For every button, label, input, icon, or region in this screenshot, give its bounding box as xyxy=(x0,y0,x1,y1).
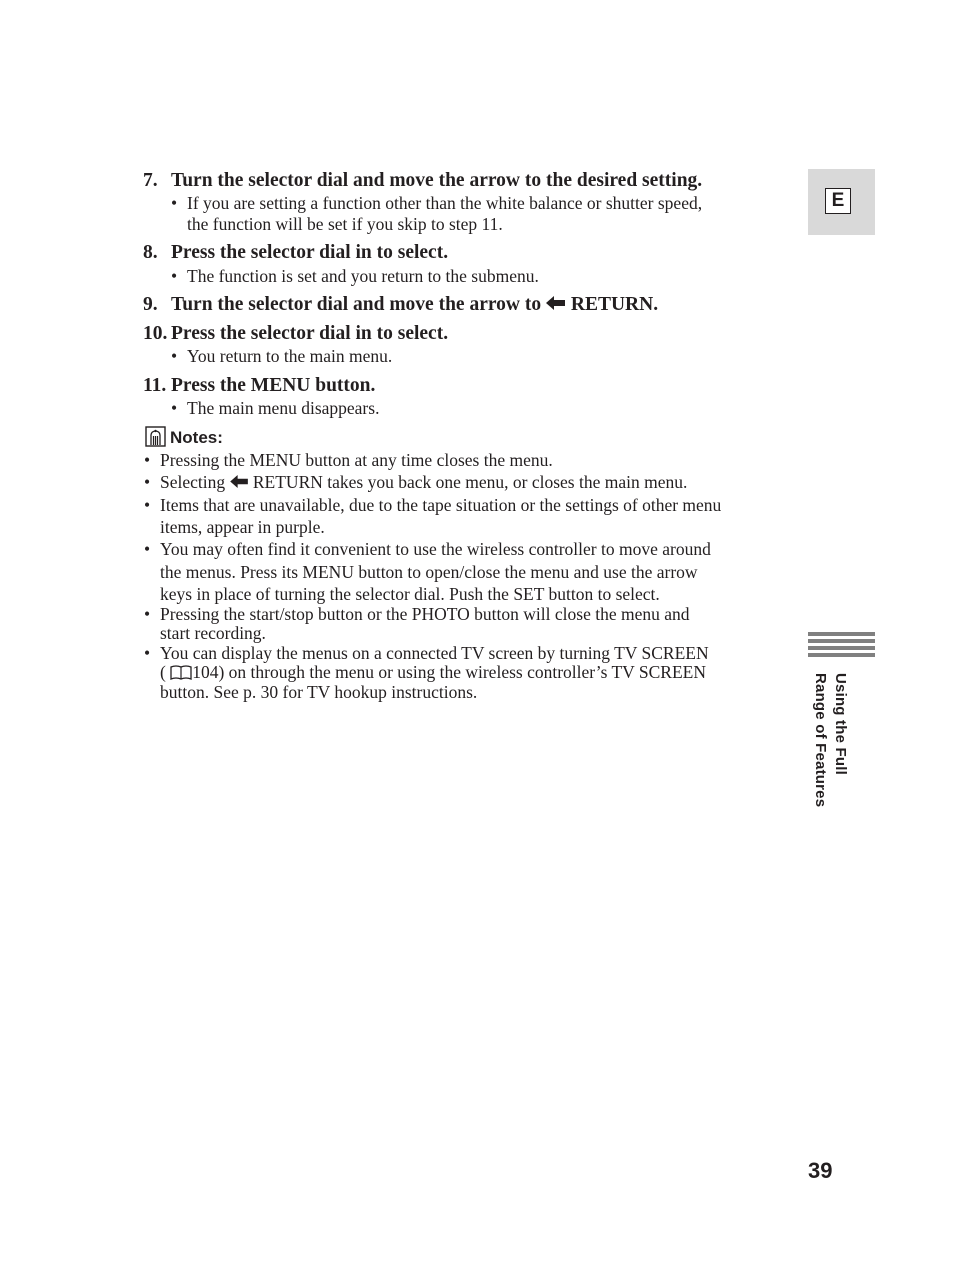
step-11-heading xyxy=(143,375,375,397)
step-text: Press the MENU button. xyxy=(171,375,376,396)
note-item-continuation xyxy=(160,584,660,605)
bullet: • xyxy=(171,193,178,213)
note-item xyxy=(144,472,688,493)
bullet-text: The function is set and you return to the submenu. xyxy=(187,266,539,286)
bullet: • xyxy=(144,472,151,492)
notes-heading xyxy=(145,426,223,448)
note-item-continuation xyxy=(160,517,325,538)
note-text: button. See p. 30 for TV hookup instructions. xyxy=(160,682,478,702)
note-text: Pressing the start/stop button or the PHOTO button will close the menu and xyxy=(160,604,690,624)
bullet-text: If you are setting a function other than the white balance or shutter speed, xyxy=(187,193,703,213)
note-item xyxy=(144,604,690,625)
step-text-return: RETURN. xyxy=(570,294,659,315)
section-stripe xyxy=(808,632,875,636)
note-text: start recording. xyxy=(160,623,266,643)
step-number: 7. xyxy=(143,170,158,191)
note-item-continuation xyxy=(160,623,266,644)
step-7-heading xyxy=(143,170,702,192)
note-item xyxy=(144,495,722,516)
list-item xyxy=(171,193,703,214)
section-label-line-1: Using the Full xyxy=(832,673,849,775)
step-8-heading xyxy=(143,242,448,264)
left-arrow-icon xyxy=(230,475,249,488)
bullet: • xyxy=(144,450,151,470)
note-item xyxy=(144,643,709,664)
language-tab-letter: E xyxy=(825,188,851,214)
step-9-heading xyxy=(143,294,658,316)
step-10-heading xyxy=(143,323,448,345)
bullet: • xyxy=(144,539,151,559)
bullet: • xyxy=(144,643,151,663)
step-number: 11. xyxy=(143,375,167,396)
list-item xyxy=(171,266,539,287)
step-text: Turn the selector dial and move the arrow to xyxy=(171,294,542,315)
note-text: 104) on through the menu or using the wireless controller’s TV SCREEN xyxy=(192,662,706,682)
note-text: You can display the menus on a connected TV screen by turning TV SCREEN xyxy=(160,643,709,663)
step-text: Press the selector dial in to select. xyxy=(171,242,449,263)
note-item xyxy=(144,450,553,471)
page-number: 39 xyxy=(808,1158,833,1183)
step-number: 10. xyxy=(143,323,168,344)
bullet-text: The main menu disappears. xyxy=(187,398,380,418)
bullet: • xyxy=(171,266,178,286)
bullet: • xyxy=(144,495,151,515)
step-text: Turn the selector dial and move the arrow to the desired setting. xyxy=(171,170,703,191)
bullet-text: You return to the main menu. xyxy=(187,346,393,366)
bullet: • xyxy=(171,346,178,366)
note-text: keys in place of turning the selector dial. Push the SET button to select. xyxy=(160,584,660,604)
section-stripe xyxy=(808,646,875,650)
list-item-continuation xyxy=(187,214,503,235)
note-item xyxy=(144,539,711,560)
note-item-continuation xyxy=(160,562,698,583)
language-tab xyxy=(808,169,875,235)
section-stripe xyxy=(808,639,875,643)
note-text: ( xyxy=(160,662,166,682)
step-number: 9. xyxy=(143,294,158,315)
list-item xyxy=(171,398,380,419)
note-text: Pressing the MENU button at any time closes the menu. xyxy=(160,450,553,470)
section-stripe xyxy=(808,653,875,657)
note-text: items, appear in purple. xyxy=(160,517,325,537)
notes-icon xyxy=(145,426,166,447)
note-text: the menus. Press its MENU button to open/close the menu and use the arrow xyxy=(160,562,698,582)
note-text: Selecting xyxy=(160,472,226,492)
book-icon xyxy=(170,665,192,680)
list-item xyxy=(171,346,393,367)
note-item-continuation xyxy=(160,662,706,683)
section-label xyxy=(810,673,850,833)
bullet: • xyxy=(171,398,178,418)
note-text: RETURN takes you back one menu, or closes the main menu. xyxy=(252,472,688,492)
left-arrow-icon xyxy=(546,296,566,310)
notes-title: Notes: xyxy=(170,428,223,447)
step-number: 8. xyxy=(143,242,158,263)
bullet-text: the function will be set if you skip to step 11. xyxy=(187,214,503,234)
note-text: You may often find it convenient to use the wireless controller to move around xyxy=(160,539,711,559)
section-label-line-2: Range of Features xyxy=(812,673,829,808)
step-text: Press the selector dial in to select. xyxy=(171,323,449,344)
note-text: Items that are unavailable, due to the tape situation or the settings of other menu xyxy=(160,495,722,515)
bullet: • xyxy=(144,604,151,624)
note-item-continuation xyxy=(160,682,477,703)
